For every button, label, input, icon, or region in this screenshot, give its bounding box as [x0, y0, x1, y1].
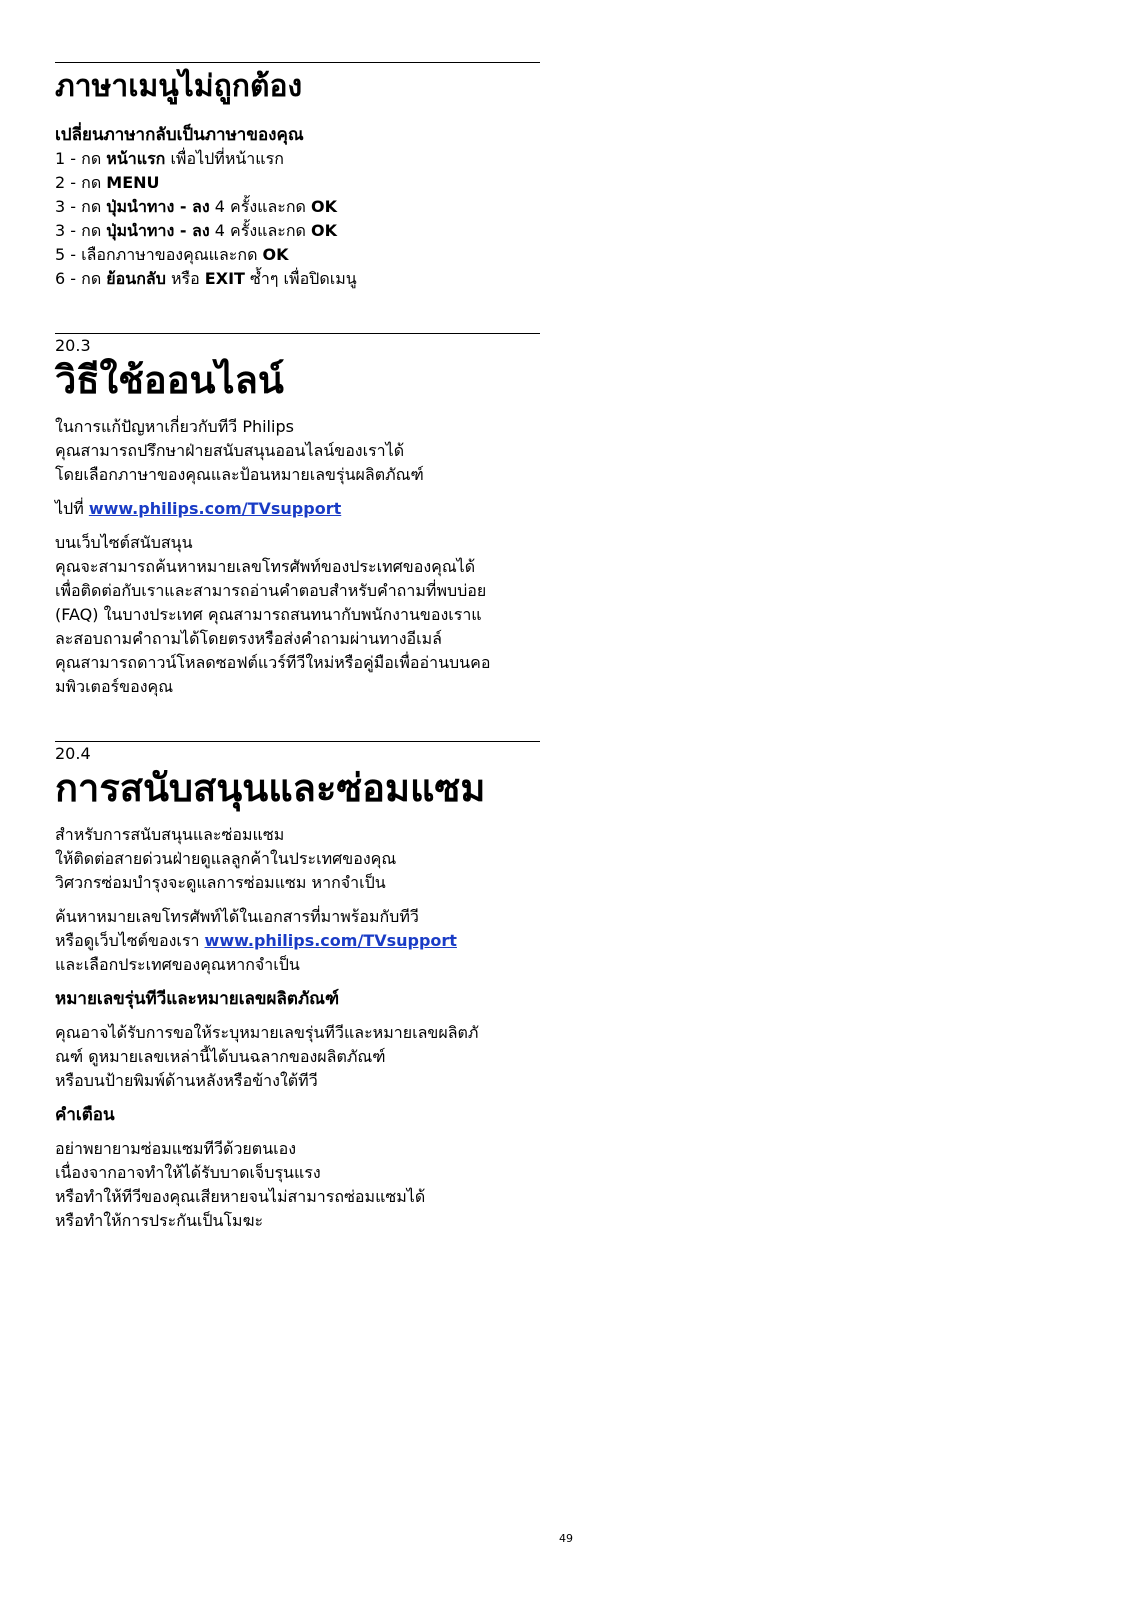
find-phone-paragraph	[55, 905, 540, 977]
goto-line	[55, 497, 540, 521]
text-line: หรือบนป้ายพิมพ์ด้านหลังหรือข้างใต้ทีวี	[55, 1071, 318, 1090]
text-line: คุณจะสามารถค้นหาหมายเลขโทรศัพท์ของประเทศของคุณได้	[55, 557, 476, 576]
text-line: ละสอบถามคำถามได้โดยตรงหรือส่งคำถามผ่านทางอีเมล์	[55, 629, 442, 648]
step-text: 5 - เลือกภาษาของคุณและกด	[55, 245, 263, 264]
text-line: สำหรับการสนับสนุนและซ่อมแซม	[55, 825, 285, 844]
step-5	[55, 243, 540, 267]
section-support-repair	[55, 741, 540, 1233]
step-text: ซ้ำๆ เพื่อปิดเมนู	[244, 269, 357, 288]
support-link[interactable]: www.philips.com/TVsupport	[88, 499, 342, 518]
step-key: ปุ่มนำทาง - ลง	[106, 221, 210, 240]
text-line: หรือทำให้การประกันเป็นโมฆะ	[55, 1211, 264, 1230]
step-text: หรือ	[165, 269, 205, 288]
step-key: OK	[311, 197, 338, 216]
step-6	[55, 267, 540, 291]
text-line: คุณสามารถปรึกษาฝ่ายสนับสนุนออนไลน์ของเราได้	[55, 441, 405, 460]
step-text: 3 - กด	[55, 221, 107, 240]
text-line: วิศวกรซ่อมบำรุงจะดูแลการซ่อมแซม หากจำเป็น	[55, 873, 386, 892]
text-line: ในการแก้ปัญหาเกี่ยวกับทีวี Philips	[55, 417, 294, 436]
online-help-intro	[55, 415, 540, 487]
change-language-subheading: เปลี่ยนภาษากลับเป็นภาษาของคุณ	[55, 125, 304, 145]
text-line: อย่าพยายามซ่อมแซมทีวีด้วยตนเอง	[55, 1139, 297, 1158]
step-2	[55, 171, 540, 195]
step-text: 6 - กด	[55, 269, 107, 288]
step-key: ปุ่มนำทาง - ลง	[106, 197, 210, 216]
step-key: หน้าแรก	[106, 149, 166, 168]
step-text: 3 - กด	[55, 197, 107, 216]
text-line: (FAQ) ในบางประเทศ คุณสามารถสนทนากับพนักงานของเราแ	[55, 605, 482, 624]
section-rule	[55, 62, 540, 63]
step-key: OK	[311, 221, 338, 240]
text-line: ค้นหาหมายเลขโทรศัพท์ได้ในเอกสารที่มาพร้อมกับทีวี	[55, 907, 419, 926]
page-number: 49	[559, 1532, 573, 1545]
step-text: 4 ครั้งและกด	[209, 197, 312, 216]
steps-list	[55, 147, 540, 291]
section-number: 20.3	[55, 336, 91, 355]
online-help-heading: วิธีใช้ออนไลน์	[55, 358, 284, 402]
section-rule	[55, 333, 540, 334]
step-text: 4 ครั้งและกด	[209, 221, 312, 240]
text-line: และเลือกประเทศของคุณหากจำเป็น	[55, 955, 300, 974]
text-line: โดยเลือกภาษาของคุณและป้อนหมายเลขรุ่นผลิตภัณฑ์	[55, 465, 424, 484]
step-1	[55, 147, 540, 171]
step-key: ย้อนกลับ	[106, 269, 166, 288]
step-key: EXIT	[204, 269, 245, 288]
step-text: 1 - กด	[55, 149, 107, 168]
text-line: เพื่อติดต่อกับเราและสามารถอ่านคำตอบสำหรับคำถามที่พบบ่อย	[55, 581, 487, 600]
text-line: หรือดูเว็บไซต์ของเรา	[55, 931, 205, 950]
section-online-help	[55, 333, 540, 699]
model-number-paragraph	[55, 1021, 540, 1093]
warning-paragraph	[55, 1137, 540, 1233]
text-line: หรือทำให้ทีวีของคุณเสียหายจนไม่สามารถซ่อมแซมได้	[55, 1187, 426, 1206]
support-intro	[55, 823, 540, 895]
text-line: คุณอาจได้รับการขอให้ระบุหมายเลขรุ่นทีวีและหมายเลขผลิตภั	[55, 1023, 479, 1042]
text-line: คุณสามารถดาวน์โหลดซอฟต์แวร์ทีวีใหม่หรือคู่มือเพื่ออ่านบนคอ	[55, 653, 491, 672]
support-link[interactable]: www.philips.com/TVsupport	[204, 931, 457, 950]
warning-heading: คำเตือน	[55, 1105, 115, 1125]
text-line: ณฑ์ ดูหมายเลขเหล่านี้ได้บนฉลากของผลิตภัณฑ์	[55, 1047, 386, 1066]
step-key: MENU	[106, 173, 160, 192]
text-line: บนเว็บไซต์สนับสนุน	[55, 533, 193, 552]
step-text: 2 - กด	[55, 173, 107, 192]
menu-language-heading: ภาษาเมนูไม่ถูกต้อง	[55, 69, 303, 104]
step-key: OK	[262, 245, 289, 264]
section-menu-language	[55, 62, 540, 291]
text-line: ไปที่	[55, 499, 89, 518]
step-4	[55, 219, 540, 243]
online-help-details	[55, 531, 540, 699]
section-number: 20.4	[55, 744, 91, 763]
model-number-heading: หมายเลขรุ่นทีวีและหมายเลขผลิตภัณฑ์	[55, 989, 340, 1009]
step-text: เพื่อไปที่หน้าแรก	[165, 149, 284, 168]
support-repair-heading: การสนับสนุนและซ่อมแซม	[55, 766, 486, 810]
step-3	[55, 195, 540, 219]
text-line: เนื่องจากอาจทำให้ได้รับบาดเจ็บรุนแรง	[55, 1163, 321, 1182]
section-rule	[55, 741, 540, 742]
text-line: ให้ติดต่อสายด่วนฝ่ายดูแลลูกค้าในประเทศของคุณ	[55, 849, 397, 868]
text-line: มพิวเตอร์ของคุณ	[55, 677, 174, 696]
